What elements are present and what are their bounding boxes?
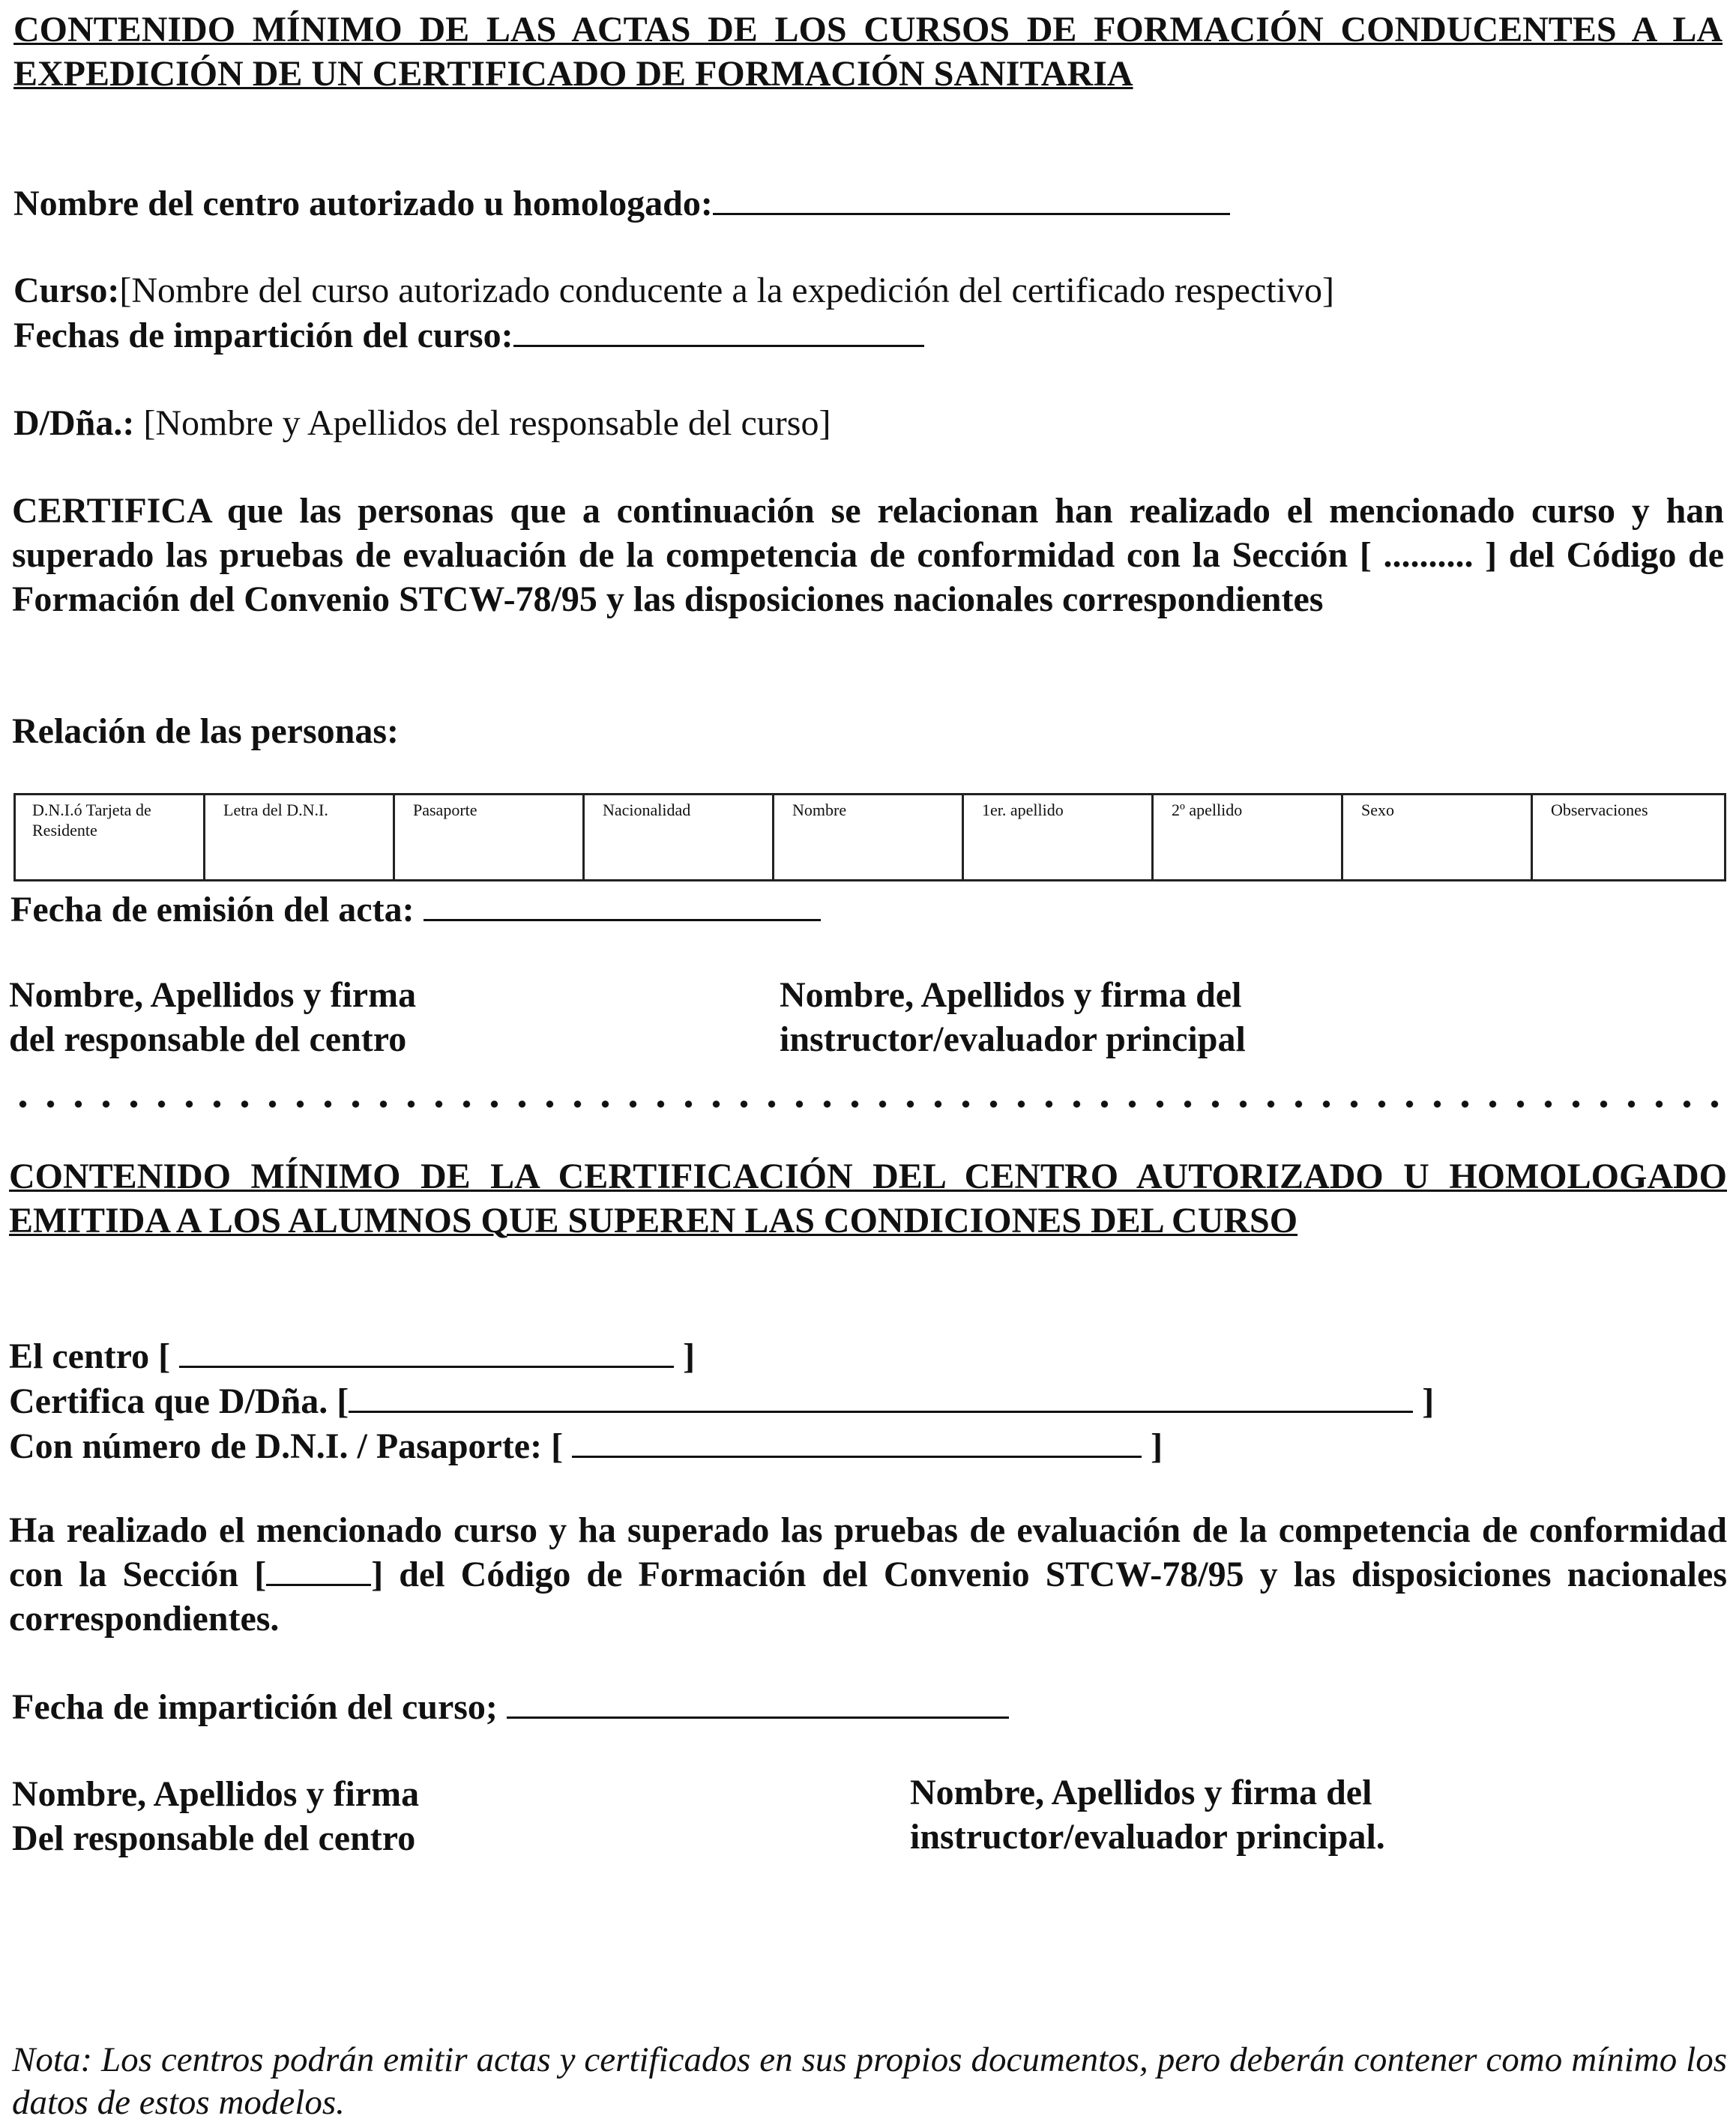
table-header-cell: Letra del D.N.I. bbox=[205, 795, 394, 881]
firma2-left-line1: Nombre, Apellidos y firma bbox=[12, 1774, 420, 1814]
dni-field bbox=[9, 1424, 1163, 1468]
table-header-cell: 1er. apellido bbox=[963, 795, 1153, 881]
responsable-field bbox=[13, 401, 831, 445]
curso-label: Curso: bbox=[13, 271, 120, 310]
fechas-field bbox=[13, 313, 924, 358]
fechas-label: Fechas de impartición del curso: bbox=[13, 316, 513, 355]
table-header-cell: Nombre bbox=[774, 795, 963, 881]
ha-realizado-paragraph bbox=[9, 1508, 1727, 1641]
table-header-cell: Pasaporte bbox=[394, 795, 584, 881]
firma-instructor-block bbox=[780, 973, 1246, 1061]
certifica-dd-blank-line[interactable] bbox=[349, 1411, 1413, 1413]
table-header-cell: Observaciones bbox=[1532, 795, 1726, 881]
firma-responsable-block bbox=[9, 973, 416, 1061]
fecha-imparticion-field bbox=[12, 1685, 1009, 1729]
centro-label: Nombre del centro autorizado u homologado: bbox=[13, 184, 713, 223]
bracket-close: ] bbox=[683, 1336, 696, 1376]
firma2-responsable-block bbox=[12, 1772, 419, 1860]
firma-left-line2: del responsable del centro bbox=[9, 1019, 407, 1059]
bracket-open: [ bbox=[337, 1381, 349, 1421]
firma-right-line1: Nombre, Apellidos y firma del bbox=[780, 975, 1242, 1015]
firma2-right-line2: instructor/evaluador principal. bbox=[910, 1817, 1385, 1857]
personas-table bbox=[13, 793, 1726, 881]
ha-realizado-part2: ] del Código de Formación del Convenio STCW-78/95 y las disposiciones nacionales correspondientes. bbox=[9, 1555, 1728, 1639]
fecha-emision-blank-line[interactable] bbox=[424, 919, 821, 921]
dotted-separator bbox=[9, 1098, 1726, 1110]
table-header-cell: D.N.I.ó Tarjeta de Residente bbox=[15, 795, 205, 881]
section2-title: CONTENIDO MÍNIMO DE LA CERTIFICACIÓN DEL CENTRO AUTORIZADO U HOMOLOGADO EMITIDA A LOS ALUMNOS QUE SUPEREN LAS CONDICIONES DEL CURSO bbox=[9, 1157, 1727, 1241]
dd-value: [Nombre y Apellidos del responsable del curso] bbox=[143, 403, 831, 443]
firma-right-line2: instructor/evaluador principal bbox=[780, 1019, 1246, 1059]
el-centro-label: El centro [ bbox=[9, 1336, 171, 1376]
certifica-dd-field bbox=[9, 1379, 1434, 1423]
dni-blank-line[interactable] bbox=[572, 1456, 1142, 1458]
table-header-cell: Sexo bbox=[1342, 795, 1532, 881]
firma2-left-line2: Del responsable del centro bbox=[12, 1818, 416, 1858]
dni-label: Con número de D.N.I. / Pasaporte: [ bbox=[9, 1426, 564, 1466]
fecha-imparticion-label: Fecha de impartición del curso; bbox=[12, 1687, 498, 1727]
fechas-blank-line[interactable] bbox=[513, 345, 924, 347]
centro-blank-line[interactable] bbox=[713, 213, 1230, 215]
ha-realizado-part1: Ha realizado el mencionado curso y ha superado las pruebas de evaluación de la competencia de conformidad con la Sección [ bbox=[9, 1510, 1727, 1594]
relacion-label: Relación de las personas: bbox=[12, 711, 399, 751]
certifica-paragraph: CERTIFICA que las personas que a continuación se relacionan han realizado el mencionado curso y han superado las pruebas de evaluación de la competencia de conformidad con la Sección [ .......... ] del Código de Formación del Convenio STCW-78/95 y las disposiciones nacionales correspondientes bbox=[12, 491, 1724, 619]
certifica-dd-label: Certifica que D/Dña. bbox=[9, 1381, 328, 1421]
curso-value: [Nombre del curso autorizado conducente a la expedición del certificado respectivo] bbox=[119, 271, 1334, 310]
dd-label: D/Dña.: bbox=[13, 403, 135, 443]
firma2-right-line1: Nombre, Apellidos y firma del bbox=[910, 1773, 1372, 1812]
fecha-imparticion-blank-line[interactable] bbox=[507, 1716, 1009, 1719]
curso-field bbox=[13, 268, 1334, 313]
table-header-cell: 2º apellido bbox=[1153, 795, 1342, 881]
fecha-emision-label: Fecha de emisión del acta: bbox=[10, 890, 415, 929]
section1-title: CONTENIDO MÍNIMO DE LAS ACTAS DE LOS CURSOS DE FORMACIÓN CONDUCENTES A LA EXPEDICIÓN DE UN CERTIFICADO DE FORMACIÓN SANITARIA bbox=[13, 10, 1723, 94]
el-centro-field bbox=[9, 1334, 695, 1378]
bracket-close: ] bbox=[1422, 1381, 1435, 1421]
firma-left-line1: Nombre, Apellidos y firma bbox=[9, 975, 417, 1015]
firma2-instructor-block bbox=[910, 1770, 1385, 1859]
centro-field bbox=[13, 181, 1230, 226]
seccion-blank-line[interactable] bbox=[266, 1584, 371, 1586]
table-header-cell: Nacionalidad bbox=[584, 795, 774, 881]
table-header-row bbox=[15, 795, 1726, 881]
bracket-close: ] bbox=[1151, 1426, 1163, 1466]
el-centro-blank-line[interactable] bbox=[179, 1366, 674, 1368]
nota-footer: Nota: Los centros podrán emitir actas y certificados en sus propios documentos, pero deberán contener como mínimo los datos de estos modelos. bbox=[12, 2040, 1727, 2122]
fecha-emision-field bbox=[10, 887, 821, 932]
